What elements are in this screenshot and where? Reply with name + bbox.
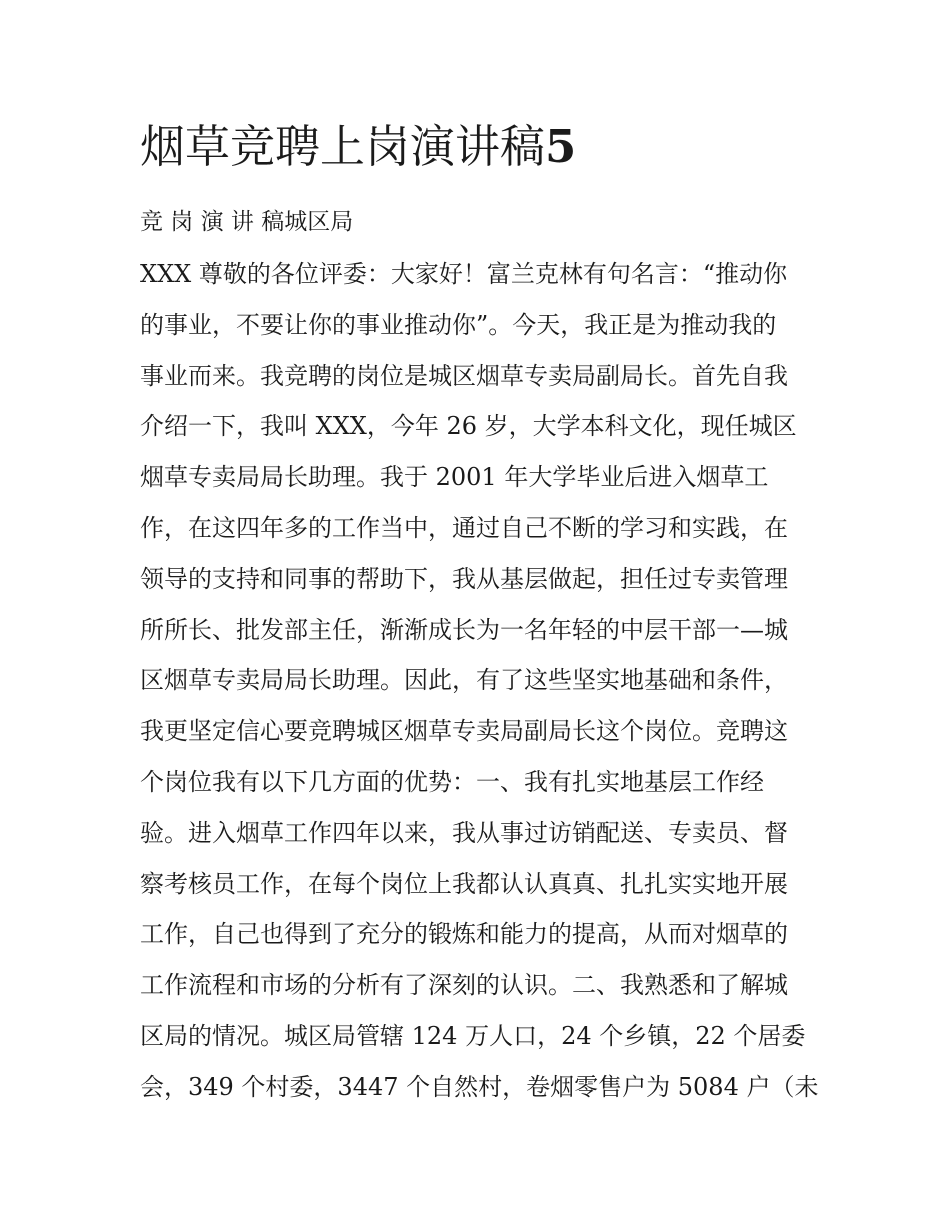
text-line: 事业而来。我竞聘的岗位是城区烟草专卖局副局长。首先自我 — [140, 361, 788, 390]
text-line: 工作流程和市场的分析有了深刻的认识。二、我熟悉和了解城 — [140, 971, 788, 1000]
text-line: 会，349 个村委，3447 个自然村，卷烟零售户为 5084 户（未 — [140, 1072, 819, 1101]
text-line: 个岗位我有以下几方面的优势：一、我有扎实地基层工作经 — [140, 767, 764, 796]
text-line: XXX 尊敬的各位评委：大家好！富兰克林有句名言：“推动你 — [140, 260, 788, 288]
text-line: 察考核员工作，在每个岗位上我都认认真真、扎扎实实地开展 — [140, 869, 788, 898]
body-paragraph — [140, 254, 820, 1118]
text-line: 领导的支持和同事的帮助下，我从基层做起，担任过专卖管理 — [140, 564, 788, 593]
text-line: 我更坚定信心要竞聘城区烟草专卖局副局长这个岗位。竞聘这 — [140, 717, 788, 746]
text-line: 的事业，不要让你的事业推动你”。今天，我正是为推动我的 — [140, 310, 777, 339]
title-number: 5 — [545, 120, 577, 173]
text-line: 验。进入烟草工作四年以来，我从事过访销配送、专卖员、督 — [140, 818, 788, 847]
text-line: 介绍一下，我叫 XXX，今年 26 岁，大学本科文化，现任城区 — [140, 412, 797, 441]
text-line: 所所长、批发部主任，渐渐成长为一名年轻的中层干部一—城 — [140, 615, 788, 644]
text-line: 烟草专卖局局长助理。我于 2001 年大学毕业后进入烟草工 — [140, 463, 769, 492]
title-text: 烟草竞聘上岗演讲稿 — [140, 120, 546, 173]
document-title — [140, 118, 576, 176]
document-subtitle: 竞 岗 演 讲 稿城区局 — [140, 209, 354, 235]
text-line: 作，在这四年多的工作当中，通过自己不断的学习和实践，在 — [140, 513, 788, 542]
text-line: 区烟草专卖局局长助理。因此，有了这些坚实地基础和条件， — [140, 666, 788, 695]
text-line: 区局的情况。城区局管辖 124 万人口，24 个乡镇，22 个居委 — [140, 1021, 806, 1050]
text-line: 工作，自己也得到了充分的锻炼和能力的提高，从而对烟草的 — [140, 920, 788, 949]
